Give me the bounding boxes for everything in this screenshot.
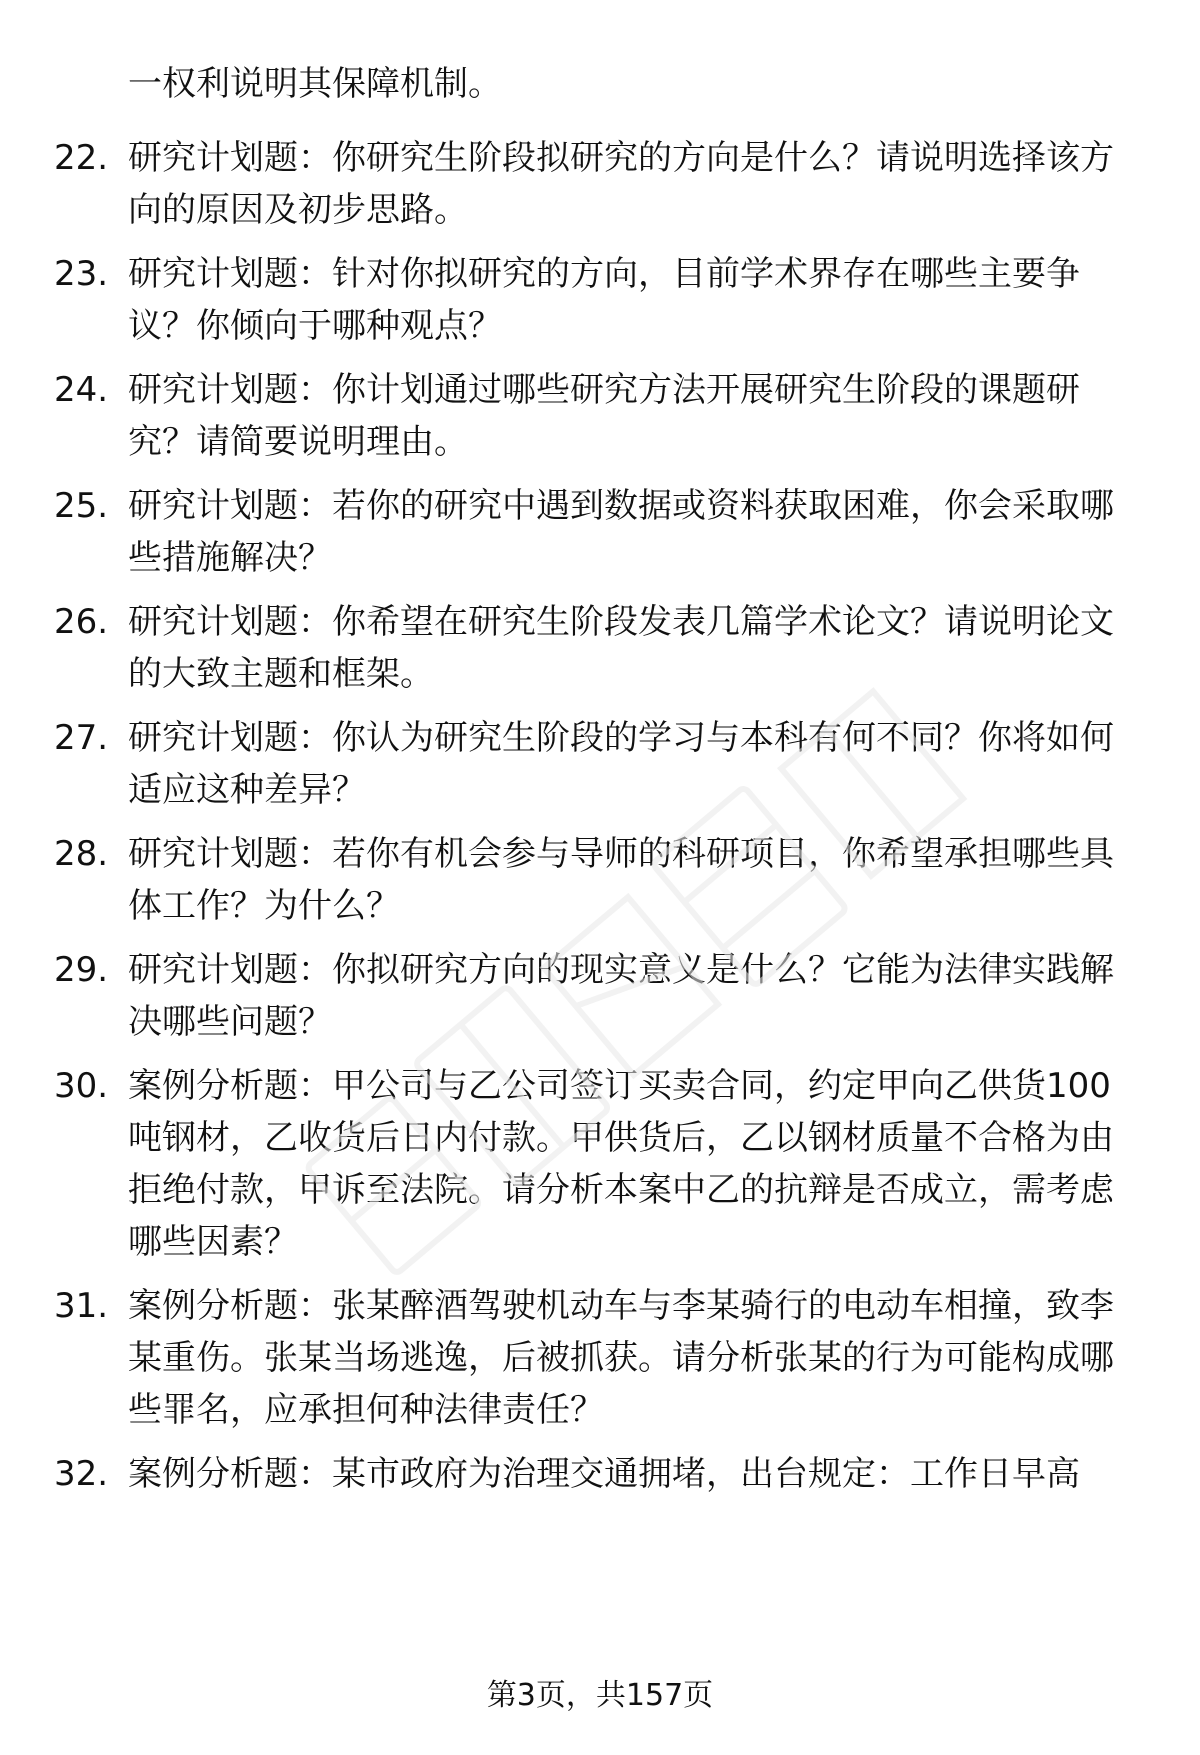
question-number: 28. [54, 834, 109, 874]
question-number: 22. [54, 138, 109, 178]
question-text: 研究计划题：若你的研究中遇到数据或资料获取困难，你会采取哪些措施解决？ [128, 486, 1114, 578]
question-number: 24. [54, 370, 109, 410]
question-text: 研究计划题：你研究生阶段拟研究的方向是什么？请说明选择该方向的原因及初步思路。 [128, 138, 1114, 230]
question-text: 研究计划题：你希望在研究生阶段发表几篇学术论文？请说明论文的大致主题和框架。 [128, 602, 1114, 694]
question-number: 27. [54, 718, 109, 758]
question-number: 32. [54, 1454, 109, 1494]
question-text: 研究计划题：若你有机会参与导师的科研项目，你希望承担哪些具体工作？为什么？ [128, 834, 1114, 926]
question-number: 26. [54, 602, 109, 642]
page-footer: 第3页，共157页 [486, 1678, 714, 1713]
question-text: 研究计划题：针对你拟研究的方向，目前学术界存在哪些主要争议？你倾向于哪种观点？ [128, 254, 1080, 346]
question-text: 案例分析题：甲公司与乙公司签订买卖合同，约定甲向乙供货100吨钢材，乙收货后日内付款。甲供货后，乙以钢材质量不合格为由拒绝付款，甲诉至法院。请分析本案中乙的抗辩是否成立，需考虑哪些因素？ [128, 1066, 1114, 1262]
question-number: 25. [54, 486, 109, 526]
question-number: 30. [54, 1066, 109, 1106]
question-text: 案例分析题：张某醉酒驾驶机动车与李某骑行的电动车相撞，致李某重伤。张某当场逃逸，后被抓获。请分析张某的行为可能构成哪些罪名，应承担何种法律责任？ [128, 1286, 1114, 1430]
question-text: 案例分析题：某市政府为治理交通拥堵，出台规定：工作日早高 [128, 1454, 1080, 1494]
continuation-text: 一权利说明其保障机制。 [128, 64, 502, 104]
question-number: 29. [54, 950, 109, 990]
question-text: 研究计划题：你认为研究生阶段的学习与本科有何不同？你将如何适应这种差异？ [128, 718, 1114, 810]
question-text: 研究计划题：你计划通过哪些研究方法开展研究生阶段的课题研究？请简要说明理由。 [128, 370, 1080, 462]
question-number: 23. [54, 254, 109, 294]
question-number: 31. [54, 1286, 109, 1326]
question-text: 研究计划题：你拟研究方向的现实意义是什么？它能为法律实践解决哪些问题？ [128, 950, 1114, 1042]
